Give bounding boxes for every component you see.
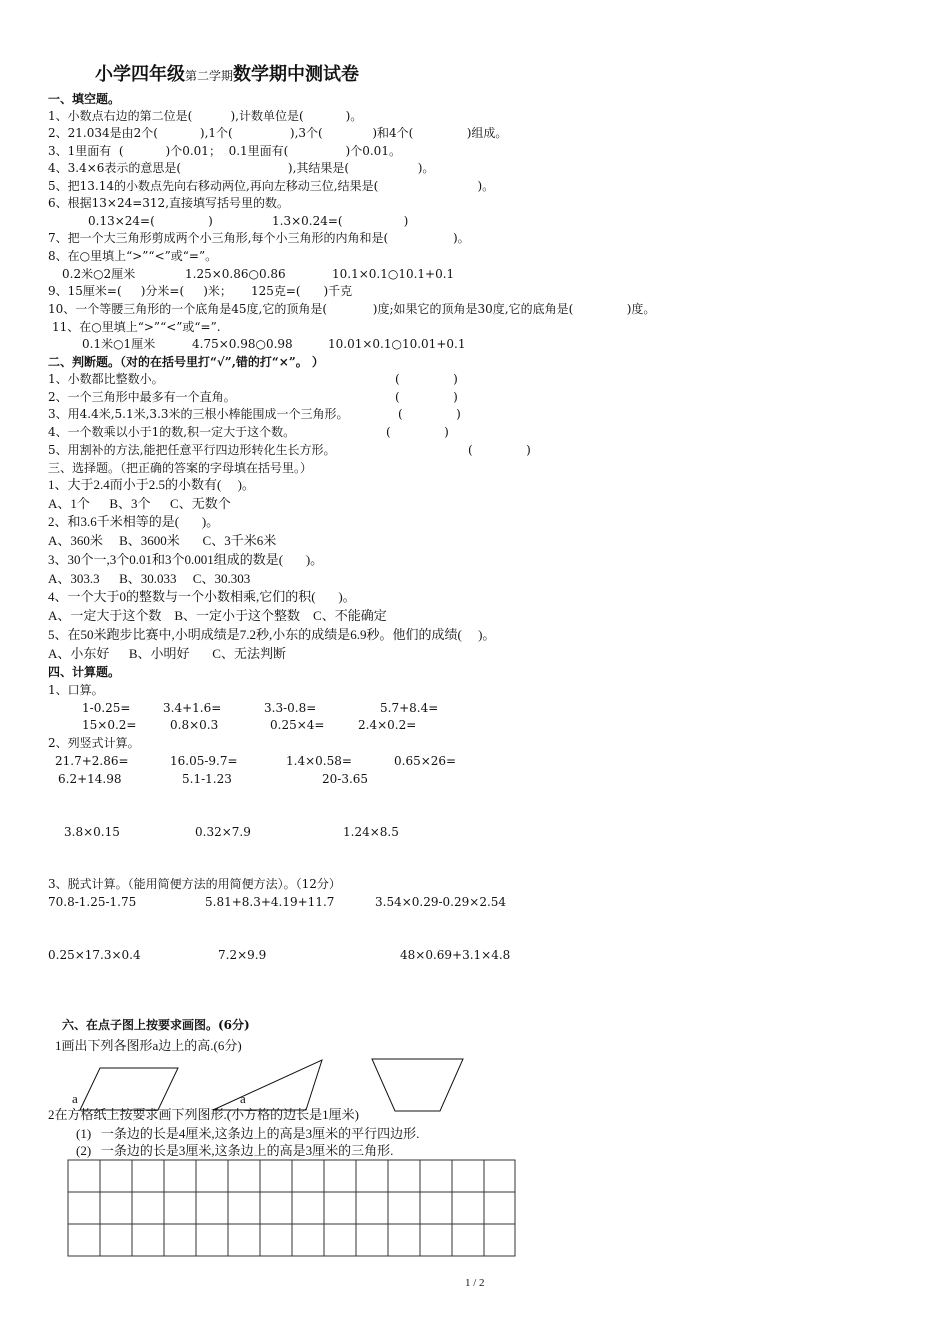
oral-item: 0.8×0.3: [170, 718, 219, 732]
title-part1: 小学四年级: [95, 64, 185, 85]
side-label-a: a: [240, 1091, 246, 1106]
oral-item: 2.4×0.2=: [358, 718, 417, 732]
mixed-item: 7.2×9.9: [218, 948, 267, 962]
judge-q2: 2、一个三角形中最多有一个直角。: [48, 390, 236, 404]
draw-q1: 1画出下列各图形a边上的高.(6分): [55, 1038, 242, 1053]
choice-line: A、一定大于这个数 B、一定小于这个整数 C、不能确定: [48, 608, 387, 623]
judge-q4-paren: ( ): [386, 425, 449, 439]
oral-item: 0.25×4=: [270, 718, 325, 732]
trapezoid-figure: [372, 1059, 463, 1111]
fill-q11c: 10.01×0.1○10.01+0.1: [328, 337, 466, 351]
fill-q11: 11、在○里填上“>”“<”或“=”.: [52, 320, 221, 334]
parallelogram-figure: [80, 1068, 178, 1110]
judge-q4: 4、一个数乘以小于1的数,积一定大于这个数。: [48, 425, 296, 439]
vertical-item: 6.2+14.98: [58, 772, 122, 786]
draw-q2b: (2) 一条边的长是3厘米,这条边上的高是3厘米的三角形.: [76, 1143, 394, 1158]
judge-q1-paren: ( ): [395, 372, 458, 386]
oral-heading: 1、口算。: [48, 683, 104, 697]
fill-q6a: 0.13×24=( ): [88, 214, 213, 228]
mixed-item: 0.25×17.3×0.4: [48, 948, 141, 962]
section2-heading: 二、判断题。（对的在括号里打“√”,错的打“×”。 ）: [48, 355, 324, 369]
fill-q7: 7、把一个大三角形剪成两个小三角形,每个小三角形的内角和是( )。: [48, 231, 470, 245]
fill-q10: 10、一个等腰三角形的一个底角是45度,它的顶角是( )度;如果它的顶角是30度,它的底角是( )度。: [48, 302, 656, 316]
fill-q8a: 0.2米○2厘米: [62, 267, 136, 281]
vertical-item: 5.1-1.23: [182, 772, 232, 786]
fill-q3: 3、1里面有 ( )个0.01； 0.1里面有( )个0.01。: [48, 144, 401, 158]
fill-q11b: 4.75×0.98○0.98: [192, 337, 293, 351]
vertical-item: 0.65×26=: [394, 754, 457, 768]
vertical-item: 0.32×7.9: [195, 825, 251, 839]
oral-item: 3.3-0.8=: [264, 701, 317, 715]
title-part2: 第二学期: [185, 69, 234, 83]
fill-q11a: 0.1米○1厘米: [82, 337, 156, 351]
judge-q5: 5、用割补的方法,能把任意平行四边形转化生长方形。: [48, 443, 336, 457]
mixed-item: 3.54×0.29-0.29×2.54: [375, 895, 507, 909]
judge-q3: 3、用4.4米,5.1米,3.3米的三根小棒能围成一个三角形。: [48, 407, 349, 421]
side-label-a: a: [72, 1091, 78, 1106]
choice-line: A、1个 B、3个 C、无数个: [48, 496, 231, 511]
judge-q3-paren: ( ): [398, 407, 461, 421]
choice-line: 5、在50米跑步比赛中,小明成绩是7.2秒,小东的成绩是6.9秒。他们的成绩( )。: [48, 627, 496, 642]
section4-heading: 四、计算题。: [48, 665, 121, 679]
vertical-heading: 2、列竖式计算。: [48, 736, 140, 750]
choice-line: 4、一个大于0的整数与一个小数相乘,它们的积( )。: [48, 589, 356, 604]
vertical-item: 1.24×8.5: [343, 825, 399, 839]
vertical-item: 20-3.65: [322, 772, 369, 786]
mixed-item: 70.8-1.25-1.75: [48, 895, 137, 909]
draw-q2a: (1) 一条边的长是4厘米,这条边上的高是3厘米的平行四边形.: [76, 1126, 420, 1141]
fill-q6: 6、根据13×24=312,直接填写括号里的数。: [48, 196, 290, 210]
fill-q8: 8、在○里填上“>”“<”或“=”。: [48, 249, 218, 263]
section3-heading: 三、选择题。（把正确的答案的字母填在括号里。）: [48, 461, 313, 475]
vertical-item: 3.8×0.15: [64, 825, 120, 839]
oral-item: 15×0.2=: [82, 718, 137, 732]
vertical-item: 16.05-9.7=: [170, 754, 238, 768]
fill-q8c: 10.1×0.1○10.1+0.1: [332, 267, 455, 281]
page-number: 1 / 2: [465, 1277, 485, 1289]
choice-line: A、小东好 B、小明好 C、无法判断: [48, 646, 286, 661]
choice-line: A、360米 B、3600米 C、3千米6米: [48, 533, 277, 548]
judge-q2-paren: ( ): [395, 390, 458, 404]
choice-line: 1、大于2.4而小于2.5的小数有( )。: [48, 477, 255, 492]
choice-line: A、303.3 B、30.033 C、30.303: [48, 571, 251, 586]
fill-q9: 9、15厘米=( )分米=( )米； 125克=( )千克: [48, 284, 353, 298]
mixed-item: 5.81+8.3+4.19+11.7: [205, 895, 335, 909]
mixed-item: 48×0.69+3.1×4.8: [400, 948, 511, 962]
oral-item: 1-0.25=: [82, 701, 131, 715]
triangle-figure: [213, 1060, 322, 1110]
fill-q2: 2、21.034是由2个( ),1个( ),3个( )和4个( )组成。: [48, 126, 508, 140]
judge-q5-paren: ( ): [468, 443, 531, 457]
fill-q5: 5、把13.14的小数点先向右移动两位,再向左移动三位,结果是( )。: [48, 179, 495, 193]
choice-line: 2、和3.6千米相等的是( )。: [48, 514, 220, 529]
draw-q2: 2在方格纸上按要求画下列图形.(小方格的边长是1厘米): [48, 1107, 359, 1122]
choice-line: 3、30个一,3个0.01和3个0.001组成的数是( )。: [48, 552, 324, 567]
section6-heading: 六、在点子图上按要求画图。(6分): [62, 1018, 250, 1032]
oral-item: 3.4+1.6=: [163, 701, 222, 715]
vertical-item: 1.4×0.58=: [286, 754, 352, 768]
fill-q4: 4、3.4×6表示的意思是( ),其结果是( )。: [48, 161, 435, 175]
fill-q1: 1、小数点右边的第二位是( ),计数单位是( )。: [48, 109, 363, 123]
oral-item: 5.7+8.4=: [380, 701, 439, 715]
section1-heading: 一、填空题。: [48, 92, 121, 106]
fill-q8b: 1.25×0.86○0.86: [185, 267, 286, 281]
fill-q6b: 1.3×0.24=( ): [272, 214, 409, 228]
mixed-heading: 3、脱式计算。（能用简便方法的用简便方法）。（12分）: [48, 877, 341, 891]
title-part3: 数学期中测试卷: [233, 64, 360, 85]
square-grid: [68, 1160, 515, 1256]
judge-q1: 1、小数都比整数小。: [48, 372, 164, 386]
vertical-item: 21.7+2.86=: [55, 754, 129, 768]
